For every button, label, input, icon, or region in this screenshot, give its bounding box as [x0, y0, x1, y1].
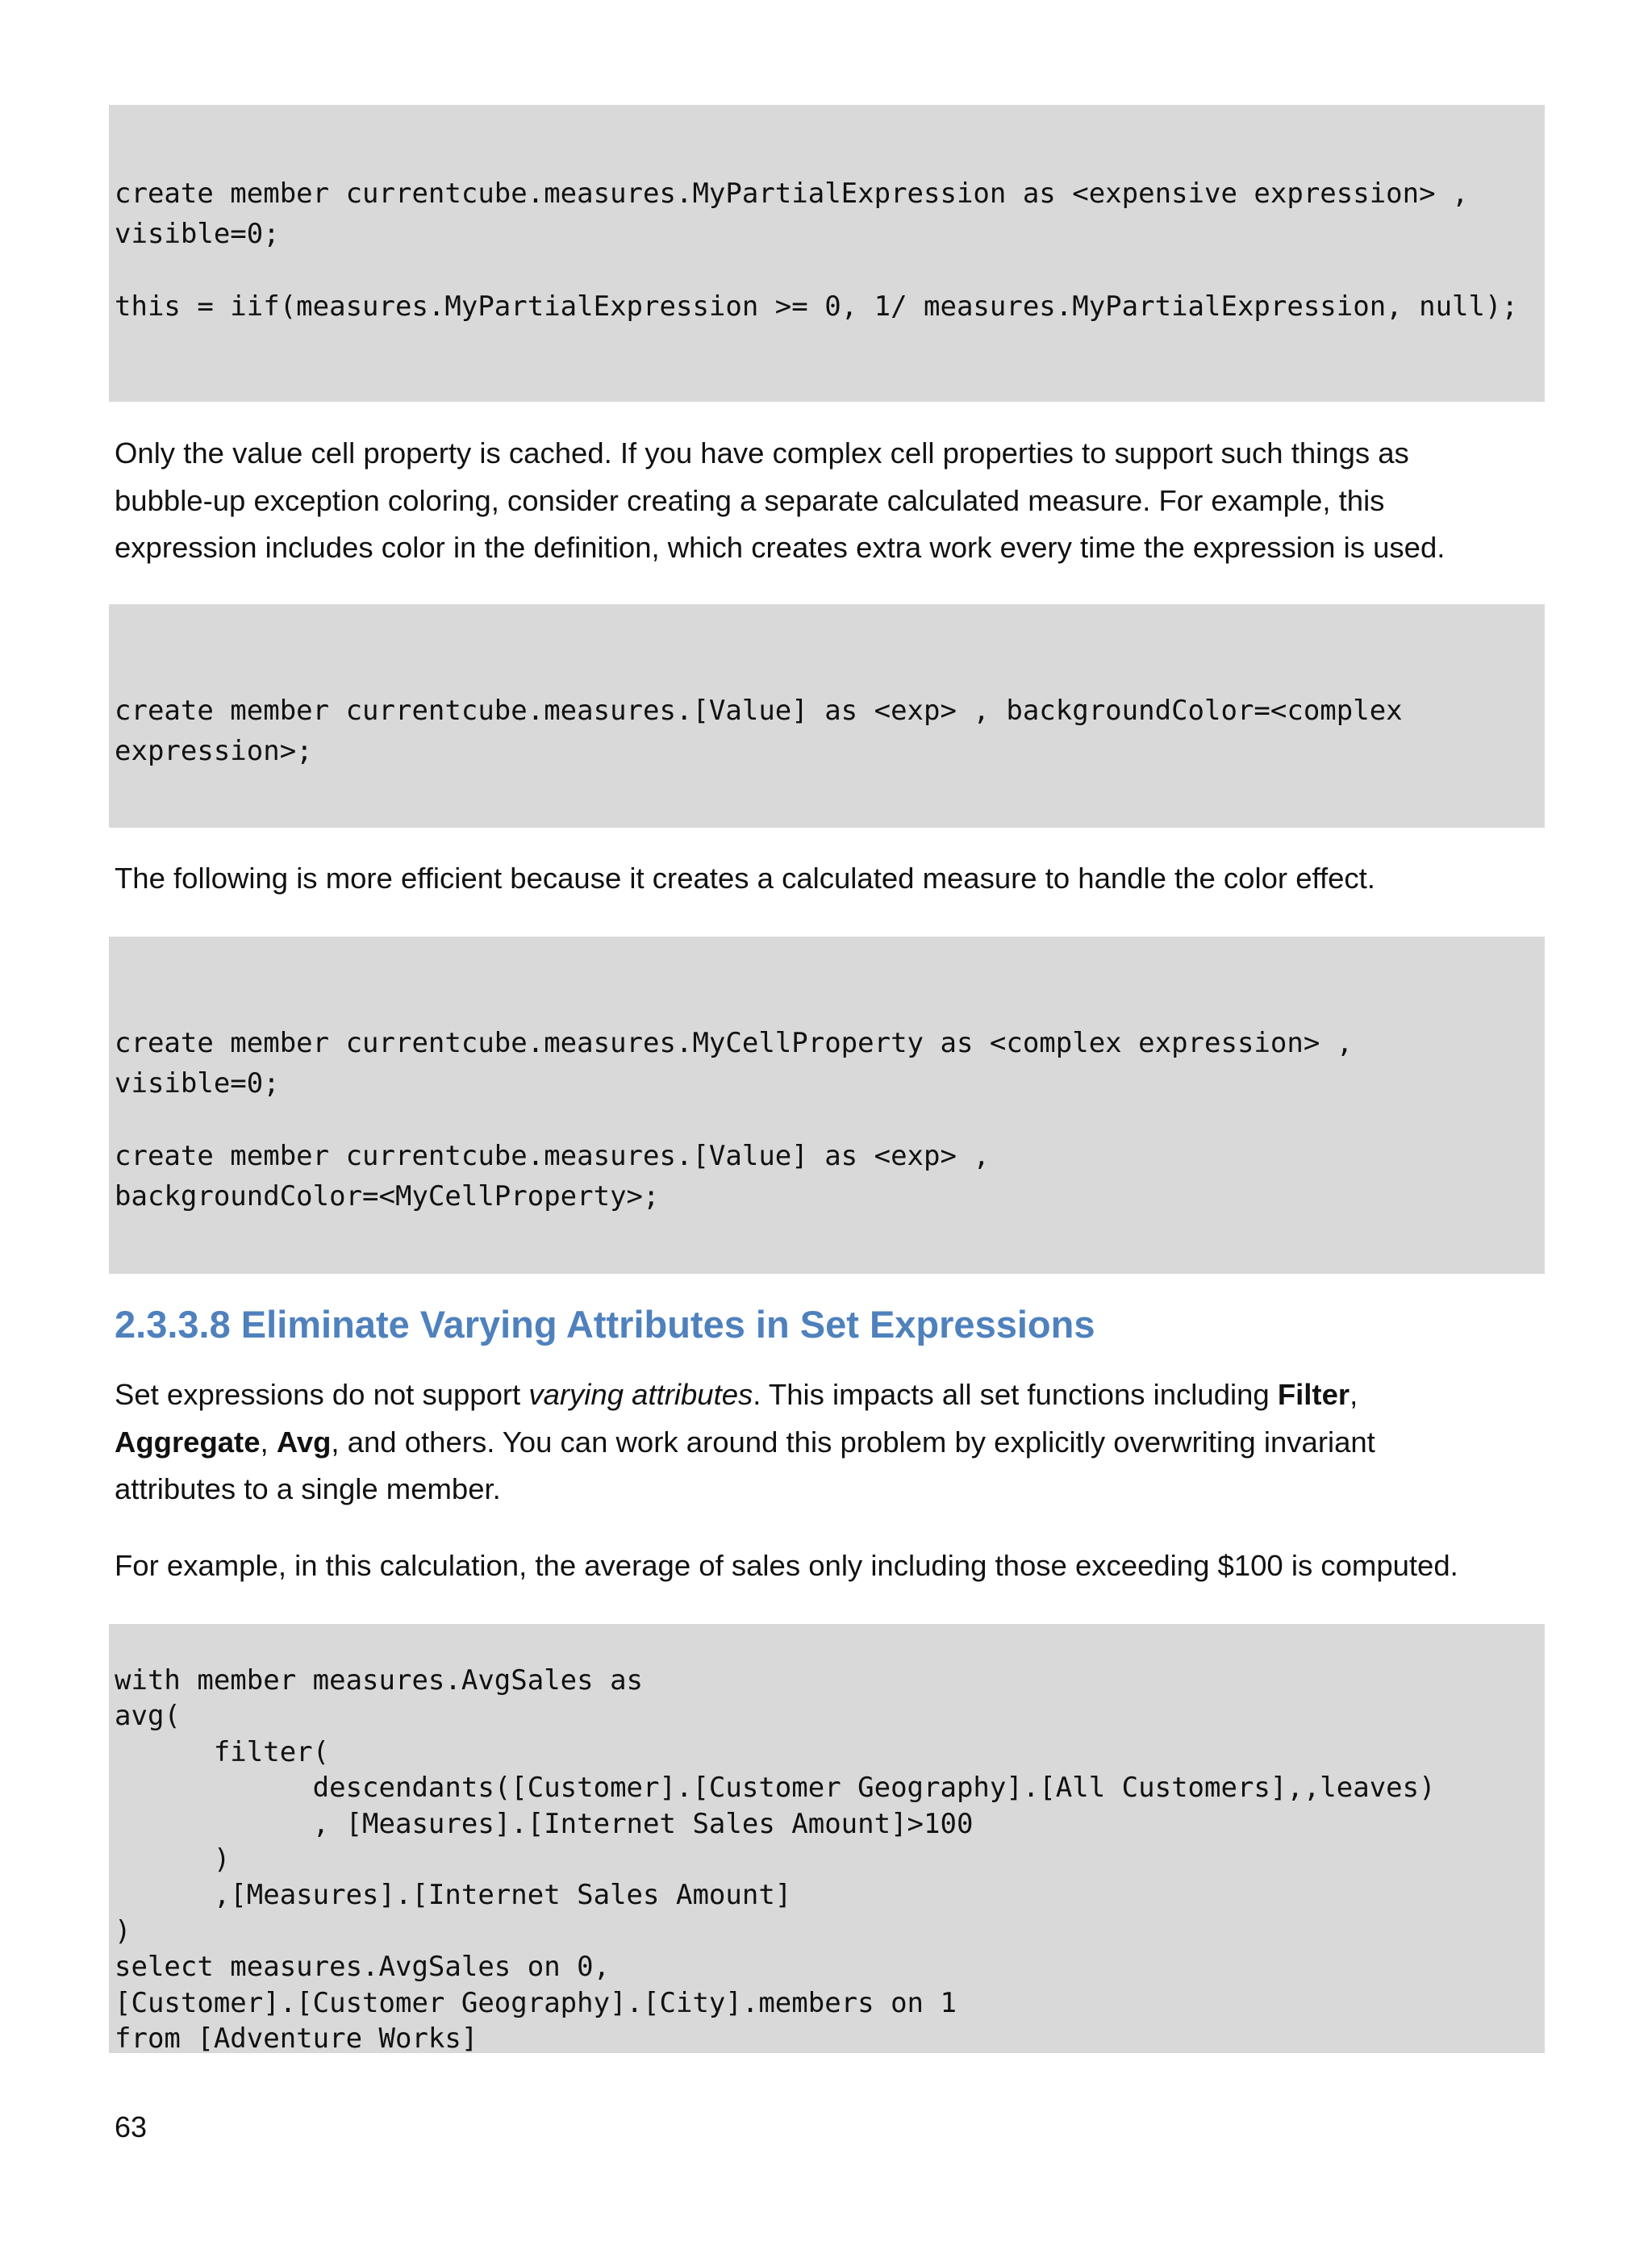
italic-term: varying attributes — [528, 1378, 753, 1411]
code-block-partial-expression — [109, 105, 1545, 402]
text-line — [115, 1371, 1550, 1419]
code-line: create member currentcube.measures.[Value] as <exp> , backgroundColor=<complex — [115, 695, 1403, 727]
code-block-cell-property — [109, 937, 1545, 1274]
text-line — [115, 1419, 1550, 1467]
code-line: visible=0; — [115, 218, 280, 250]
text-line: Only the value cell property is cached. If you have complex cell properties to support such things as — [115, 436, 1409, 470]
code-listing: with member measures.AvgSales as avg( filter( descendants([Customer].[Customer Geography].[All Customers],,leaves) , [Measures].[Internet Sales Amount]>100 ) ,[Measures].[Internet Sales Amount] ) select measures.AvgSales on 0, [Customer].[Customer Geography].[City].members on 1 from [Adventure Works] — [115, 1664, 1436, 2056]
text-line: attributes to a single member. — [115, 1472, 501, 1505]
code-block-avg-sales — [109, 1624, 1545, 2056]
text-run: Set expressions do not support — [115, 1378, 529, 1411]
paragraph-cell-property-cached — [115, 430, 1550, 572]
bold-term-filter: Filter — [1277, 1378, 1350, 1411]
code-line: expression>; — [115, 735, 313, 767]
text-run: . This impacts all set functions including — [753, 1378, 1278, 1411]
section-heading: 2.3.3.8 Eliminate Varying Attributes in Set Expressions — [115, 1303, 1095, 1346]
code-line: visible=0; — [115, 1067, 280, 1100]
code-line: create member currentcube.measures.MyPartialExpression as <expensive expression> , — [115, 177, 1469, 210]
code-line: this = iif(measures.MyPartialExpression >= 0, 1/ measures.MyPartialExpression, null); — [115, 290, 1518, 323]
code-block-background-color — [109, 604, 1545, 828]
text-run: , — [260, 1425, 277, 1459]
text-line: expression includes color in the definition, which creates extra work every time the expression is used. — [115, 531, 1446, 564]
bold-term-aggregate: Aggregate — [115, 1425, 261, 1459]
code-line: create member currentcube.measures.MyCellProperty as <complex expression> , — [115, 1027, 1354, 1059]
bold-term-avg: Avg — [276, 1425, 332, 1459]
code-line: create member currentcube.measures.[Value] as <exp> , — [115, 1140, 990, 1172]
page-number: 63 — [115, 2110, 148, 2143]
code-line: backgroundColor=<MyCellProperty>; — [115, 1180, 660, 1213]
paragraph-varying-attributes — [115, 1371, 1550, 1513]
text-line: bubble-up exception coloring, consider creating a separate calculated measure. For example, this — [115, 483, 1385, 517]
paragraph-more-efficient: The following is more efficient because it creates a calculated measure to handle the color effect. — [115, 862, 1375, 895]
text-run: , and others. You can work around this problem by explicitly overwriting invariant — [331, 1425, 1375, 1459]
paragraph-example-average: For example, in this calculation, the average of sales only including those exceeding $100 is computed. — [115, 1549, 1458, 1582]
text-run: , — [1350, 1378, 1358, 1411]
